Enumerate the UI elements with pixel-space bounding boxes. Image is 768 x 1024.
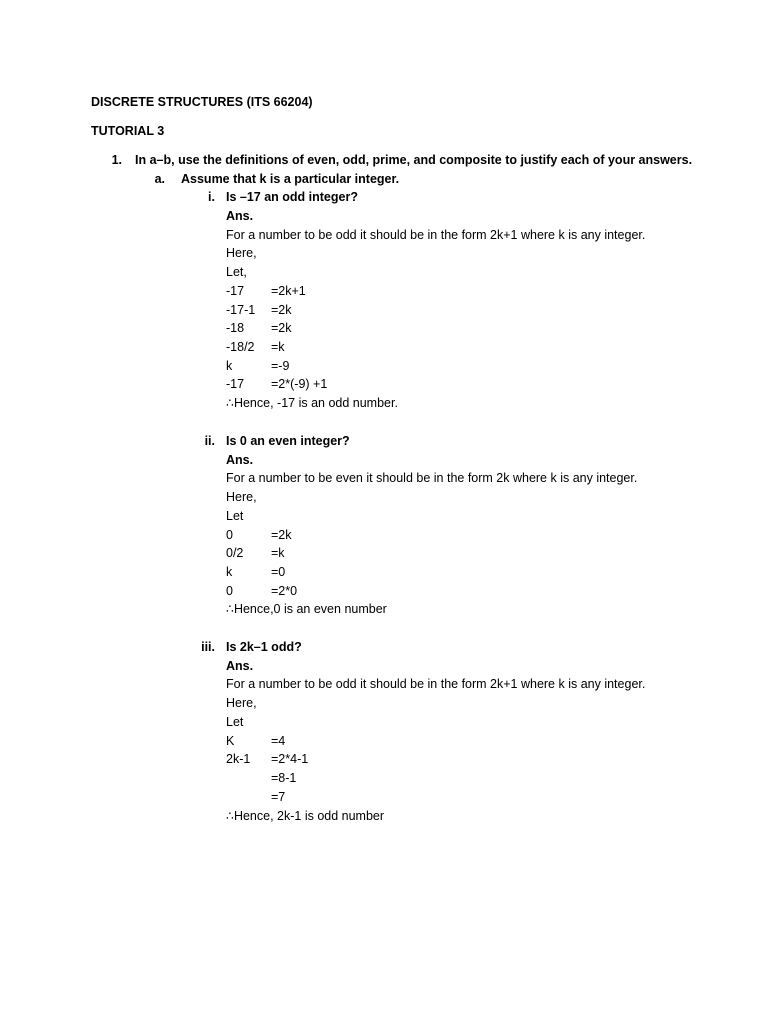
step-right: =8-1 [271, 771, 297, 785]
step-left: -18/2 [226, 340, 255, 354]
step-right: =2*(-9) +1 [271, 377, 328, 391]
tutorial-title: TUTORIAL 3 [91, 124, 165, 138]
subpart-iii-ans: Ans. [226, 659, 254, 673]
step-right: =2k+1 [271, 284, 306, 298]
step-right: =4 [271, 734, 286, 748]
subpart-iii-definition: For a number to be odd it should be in the form 2k+1 where k is any integer. [226, 677, 646, 691]
subpart-iii-question: Is 2k–1 odd? [226, 640, 302, 654]
subpart-i-conclusion: ∴Hence, -17 is an odd number. [226, 396, 398, 410]
subpart-i-let: Let, [226, 265, 247, 279]
step-right: =2*4-1 [271, 752, 309, 766]
subpart-i-here: Here, [226, 246, 257, 260]
step-right: =k [271, 340, 285, 354]
step-left: -17 [226, 377, 245, 391]
subpart-ii-question: Is 0 an even integer? [226, 434, 350, 448]
subpart-ii-conclusion: ∴Hence,0 is an even number [226, 602, 387, 616]
subpart-iii-let: Let [226, 715, 244, 729]
question-number: 1. [111, 153, 122, 167]
subpart-ii-ans: Ans. [226, 453, 254, 467]
step-left: k [226, 565, 233, 579]
subpart-i-ans: Ans. [226, 209, 254, 223]
step-left: 0 [226, 528, 233, 542]
subpart-ii-let: Let [226, 509, 244, 523]
step-left: K [226, 734, 235, 748]
question-text: In a–b, use the definitions of even, odd, prime, and composite to justify each of your answers. [135, 153, 693, 167]
step-left: -18 [226, 321, 245, 335]
step-left: -17-1 [226, 303, 256, 317]
subpart-iii-here: Here, [226, 696, 257, 710]
subpart-iii-conclusion: ∴Hence, 2k-1 is odd number [226, 809, 385, 823]
step-right: =2*0 [271, 584, 298, 598]
subpart-i-question: Is –17 an odd integer? [226, 190, 358, 204]
course-title: DISCRETE STRUCTURES (ITS 66204) [91, 95, 313, 109]
step-left: 0/2 [226, 546, 244, 560]
subpart-i-definition: For a number to be odd it should be in the form 2k+1 where k is any integer. [226, 228, 646, 242]
step-right: =2k [271, 321, 292, 335]
step-left: 2k-1 [226, 752, 251, 766]
step-left: k [226, 359, 233, 373]
step-right: =2k [271, 528, 292, 542]
step-right: =2k [271, 303, 292, 317]
part-a-text: Assume that k is a particular integer. [181, 172, 400, 186]
subpart-ii-label: ii. [204, 434, 215, 448]
step-right: =0 [271, 565, 286, 579]
step-left: -17 [226, 284, 245, 298]
part-a-label: a. [154, 172, 165, 186]
subpart-ii-here: Here, [226, 490, 257, 504]
subpart-ii-definition: For a number to be even it should be in the form 2k where k is any integer. [226, 471, 638, 485]
step-left: 0 [226, 584, 233, 598]
subpart-iii-label: iii. [201, 640, 215, 654]
step-right: =7 [271, 790, 286, 804]
step-right: =k [271, 546, 285, 560]
subpart-i-label: i. [208, 190, 215, 204]
step-right: =-9 [271, 359, 290, 373]
